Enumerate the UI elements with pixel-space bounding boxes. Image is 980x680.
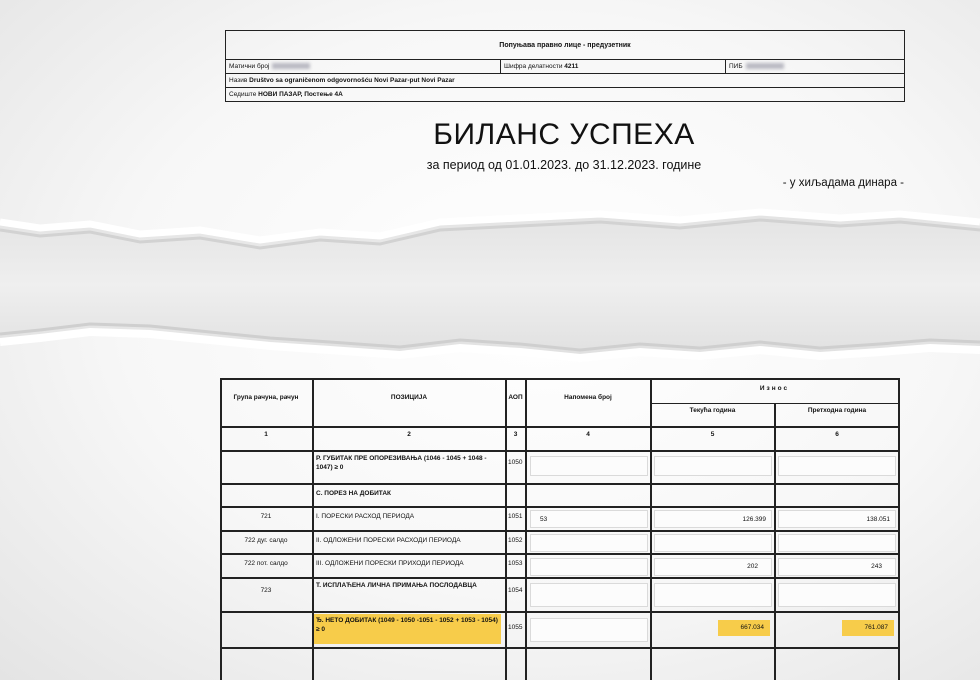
activity-code-cell [501,60,726,73]
header-note: Напомена број [564,394,612,401]
header-position: ПОЗИЦИЈА [390,394,428,401]
row-group: 722 дуг. салдо [244,537,288,544]
entity-header-box [225,30,905,102]
row-current: 126.399 [742,516,766,523]
row-previous: 138.051 [866,516,890,523]
activity-code-label: Шифра делатности [504,63,563,70]
seat-cell [226,88,904,101]
header-aop: АОП [508,394,523,401]
reg-no-label: Матични број [229,63,270,70]
row-aop: 1053 [508,560,523,567]
torn-paper-gap [0,200,980,375]
tax-id-cell [726,60,906,73]
row-aop: 1054 [508,587,523,594]
header-current-year: Текућа година [689,407,736,414]
row-aop: 1050 [508,459,523,466]
header-previous-year: Претходна година [807,407,867,414]
row-aop: 1055 [508,624,523,631]
redacted-tax-id [746,63,784,69]
name-cell [226,74,904,87]
column-number: 3 [513,431,518,438]
header-amount: Износ [759,385,790,392]
row-previous: 761.087 [864,624,888,631]
column-number: 6 [835,431,839,438]
company-seat: НОВИ ПАЗАР, Постење 4А [258,91,343,98]
units-note: - у хиљадама динара - [782,177,904,189]
row-position: С. ПОРЕЗ НА ДОБИТАК [316,490,392,497]
row-current: 667.034 [740,624,764,631]
row-position: II. ОДЛОЖЕНИ ПОРЕСКИ РАСХОДИ ПЕРИОДА [316,537,461,544]
row-note: 53 [540,516,548,523]
row-previous: 243 [871,563,882,570]
row-group: 721 [260,513,272,520]
document-title: БИЛАНС УСПЕХА [433,118,695,151]
row-position: Ђ. НЕТО ДОБИТАК (1049 - 1050 -1051 - 1052 + 1053 - 1054) ≥ 0 [316,617,498,633]
row-current: 202 [747,563,758,570]
activity-code: 4211 [564,63,579,70]
header-group: Група рачуна, рачун [233,394,299,401]
seat-label: Седиште [229,91,257,98]
row-group: 722 пот. салдо [244,560,288,567]
income-statement-table [220,378,900,680]
name-label: Назив [229,77,248,84]
row-position: III. ОДЛОЖЕНИ ПОРЕСКИ ПРИХОДИ ПЕРИОДА [316,560,464,567]
reg-no-cell [226,60,501,73]
column-number: 2 [407,431,411,438]
document-period: за период од 01.01.2023. до 31.12.2023. године [426,158,702,172]
entity-type: Попуњава правно лице - предузетник [226,31,904,60]
row-position: Р. ГУБИТАК ПРЕ ОПОРЕЗИВАЊА (1046 - 1045 + 1048 - 1047) ≥ 0 [316,455,487,471]
column-number: 4 [586,431,590,438]
company-name: Društvo sa ograničenom odgovornošću Novi Pazar-put Novi Pazar [249,77,455,84]
column-number: 1 [264,431,268,438]
row-position: I. ПОРЕСКИ РАСХОД ПЕРИОДА [316,513,415,520]
redacted-reg-no [272,63,310,69]
tax-id-label: ПИБ [729,63,743,70]
row-aop: 1052 [508,537,523,544]
row-aop: 1051 [508,513,523,520]
column-number: 5 [710,431,715,438]
row-position: Т. ИСПЛАЋЕНА ЛИЧНА ПРИМАЊА ПОСЛОДАВЦА [316,582,477,589]
row-group: 723 [260,587,272,594]
